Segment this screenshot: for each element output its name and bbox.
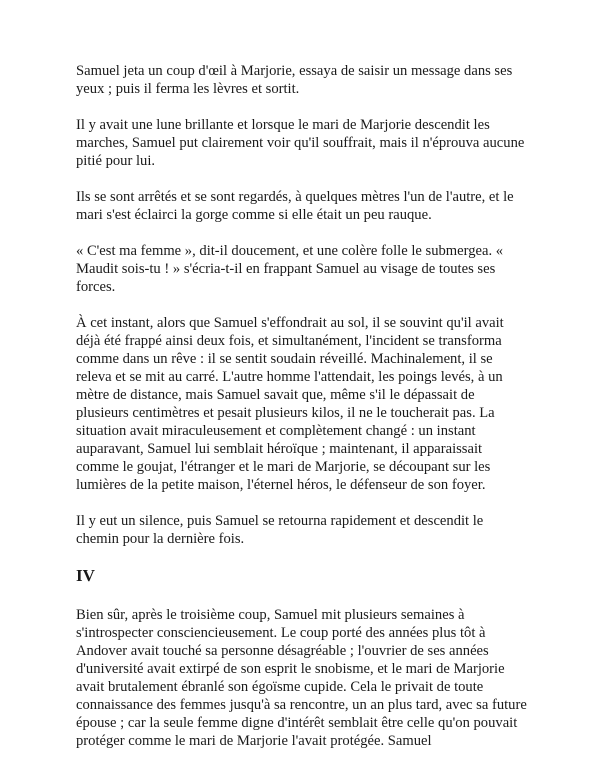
paragraph: Il y avait une lune brillante et lorsque le mari de Marjorie descendit les marches, Samuel put clairement voir qu'il souffrait, mais il n'éprouva aucune pitié pour lui.	[76, 117, 525, 169]
paragraph: Ils se sont arrêtés et se sont regardés, à quelques mètres l'un de l'autre, et le mari s'est éclairci la gorge comme si elle était un peu rauque.	[76, 189, 514, 223]
paragraph: « C'est ma femme », dit-il doucement, et une colère folle le submergea. « Maudit sois-tu ! » s'écria-t-il en frappant Samuel au visage de toutes ses forces.	[76, 243, 504, 295]
paragraph: Bien sûr, après le troisième coup, Samuel mit plusieurs semaines à s'introspecter consciencieusement. Le coup porté des années plus tôt à Andover avait touché sa personne désagréable ; l'ouvrier de ses années d'université avait extirpé de son esprit le snobisme, et le mari de Marjorie avait brutalement ébranlé son égoïsme cupide. Cela le privait de toute connaissance des femmes jusqu'à sa rencontre, un an plus tard, avec sa future épouse ; car la seule femme digne d'intérêt semblait être celle qu'on pouvait protéger comme le mari de Marjorie l'avait protégée. Samuel	[76, 607, 527, 749]
section-heading: IV	[76, 566, 95, 585]
paragraph: Il y eut un silence, puis Samuel se retourna rapidement et descendit le chemin pour la dernière fois.	[76, 513, 484, 547]
document-page	[76, 62, 528, 768]
paragraph: À cet instant, alors que Samuel s'effondrait au sol, il se souvint qu'il avait déjà été frappé ainsi deux fois, et simultanément, l'incident se transforma comme dans un rêve : il se sentit soudain réveillé. Machinalement, il se releva et se mit au carré. L'autre homme l'attendait, les poings levés, à un mètre de distance, mais Samuel savait que, même s'il le dépassait de plusieurs centimètres et pesait plusieurs kilos, il ne le toucherait pas. La situation avait miraculeusement et complètement changé : un instant auparavant, Samuel lui semblait héroïque ; maintenant, il apparaissait comme le goujat, l'étranger et le mari de Marjorie, se découpant sur les lumières de la petite maison, l'éternel héros, le défenseur de son foyer.	[76, 315, 504, 493]
paragraph: Samuel jeta un coup d'œil à Marjorie, essaya de saisir un message dans ses yeux ; puis il ferma les lèvres et sortit.	[76, 63, 513, 97]
